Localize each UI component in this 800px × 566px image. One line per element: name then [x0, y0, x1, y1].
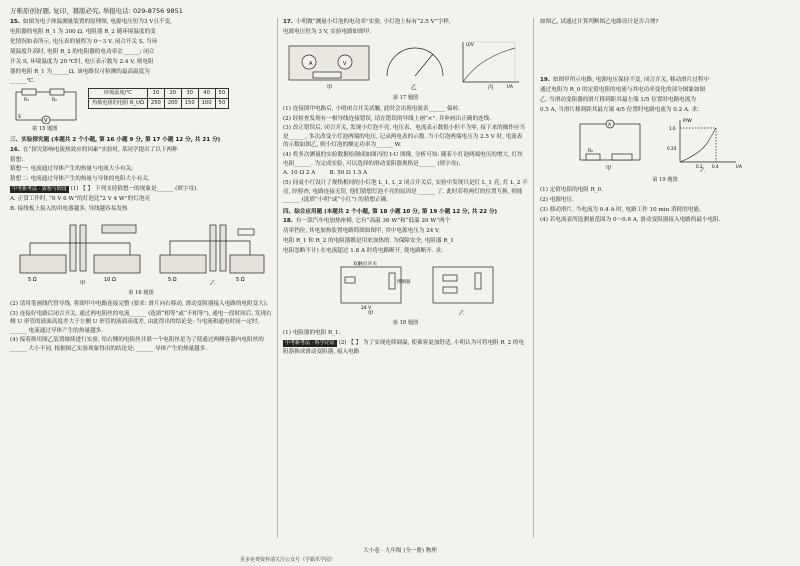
- svg-text:S: S: [18, 114, 21, 120]
- section-heading: 四、综合应用题 (本题共 2 个小题, 第 18 小题 10 分, 第 19 小题 12 分, 共 22 分): [283, 208, 498, 215]
- figure-label: 乙: [210, 281, 216, 285]
- column-right: [540, 18, 790, 226]
- question-17-2: (2) 经检查发现有一根导线连接错误, 请在错误的导线上画“×”, 并补画出正确的连线.: [283, 115, 491, 122]
- question-18-1: (1) 电阻器的电阻 R_1.: [283, 330, 341, 337]
- question-19-1: (1) 定值电阻的电阻 R_0.: [540, 187, 603, 194]
- figure-label: 甲: [80, 281, 86, 285]
- column-divider: [277, 18, 278, 538]
- question-18-2: 中考新考法 · 科学论证 (2) 【 】 为了实现连续调温, 使乘客更加舒适, 小明认为可将电阻 R_2 的电阻器换成滑动变阻器, 接入电路: [283, 340, 525, 355]
- svg-text:0.4: 0.4: [712, 163, 719, 169]
- svg-text:R₂: R₂: [52, 97, 57, 103]
- question-19-3: (3) 移动滑片, 当电流为 0.4 A 时, 电路工作 10 min 消耗的电能.: [540, 207, 701, 214]
- exam-tag: 中考新考法 · 科学论证: [285, 340, 335, 347]
- experiment-figure-16: [10, 215, 270, 285]
- question-16-2: (2) 请用笔画线代替导线, 将图甲中电路连接完整 (要求: 滑片向右移动, 滑动变阻器接入电路的电阻变大).: [10, 300, 268, 307]
- section-heading: 三、实验探究题 (本题共 2 个小题, 第 16 小题 9 分, 第 17 小题 12 分, 共 21 分): [10, 137, 221, 144]
- svg-text:I/A: I/A: [507, 84, 513, 90]
- svg-text:24 V: 24 V: [361, 305, 372, 311]
- svg-text:V: V: [44, 117, 48, 124]
- question-18: 18. 有一款汽车电加热座椅, 它有“高温 36 W”和“低温 20 W”两个 功率挡位, 其电加热装置电路简图如图甲, 其中电源电压为 24 V, 电阻 R_1 和 R_2 的电阻器都是用来加热的. 为保障安全, 电阻器 R_1 电阻忽略不计) 在电流超过 1.8 A 时将电路断开, 使电路断开. 求:: [283, 218, 454, 254]
- svg-text:R₀: R₀: [588, 148, 593, 154]
- circuit-diagram-15: [10, 88, 82, 124]
- question-17-options: A. 10 Ω 2 A B. 50 Ω 1.5 A: [283, 170, 368, 177]
- svg-text:5 Ω: 5 Ω: [28, 277, 37, 283]
- question-17-4: (4) 将多次测量的实验数据绘制成如图丙的 I-U 图像, 分析可知: 随着小灯泡两端电压的增大, 灯丝电阻______. 为完成实验, 可以选择的滑动变阻器规格是______ (填字母).: [283, 152, 523, 167]
- page-footer-note: 更多免费资料请关注公众号《学霸乐学园》: [240, 557, 336, 563]
- figure-caption: 第 17 题图: [392, 95, 419, 102]
- question-17-1: (1) 连接图甲电路后, 小明闭合开关试触, 此时会出现电流表______ 偏转.: [283, 105, 460, 112]
- svg-text:10 Ω: 10 Ω: [104, 277, 116, 283]
- svg-text:U/V: U/V: [466, 42, 474, 48]
- figure-caption: 第 15 题图: [32, 125, 58, 132]
- svg-text:5 Ω: 5 Ω: [168, 277, 177, 283]
- svg-text:A: A: [309, 60, 313, 67]
- question-15: 15. 如图为电子体温测量装置的原理图, 电源电压恒为3 V且不变, 电阻器的电阻 R_1 为 300 Ω, 电阻器 R_2 随环境温度的变 化情况如表所示, 电压表的量程为 0～3 V. 闭合开关 S, 当环 境温度升高时, 电阻 R_2 的电阻器的电功率会______; 闭合 开关 S, 环境温度为 20 ℃时, 电压表示数为 2.4 V, 则电阻 器的电阻 R_1 为______Ω, 该电路仅可检测的最高温度为 ______℃.: [10, 19, 172, 85]
- figure-label: 乙: [700, 167, 706, 172]
- svg-text:I/A: I/A: [736, 164, 742, 170]
- question-18-2-continued: 如图乙, 试通过计算判断图乙电路设计是否合理?: [540, 19, 659, 25]
- column-left: [10, 18, 272, 355]
- question-17: 17. 小明做“测量小灯泡的电功率”实验, 小灯泡上标有“2.5 V”字样, 电源电压恒为 3 V, 实验电路如图甲.: [283, 19, 451, 35]
- svg-text:0.24: 0.24: [667, 145, 677, 151]
- circuit-figure-19: [540, 116, 790, 172]
- figure-caption: 第 16 题图: [128, 290, 154, 297]
- figure-caption: 第 18 题图: [392, 320, 419, 327]
- question-number: 15.: [10, 19, 20, 25]
- question-19-2: (2) 电源电压.: [540, 197, 574, 204]
- column-middle: [283, 18, 528, 358]
- svg-text:V: V: [343, 60, 347, 67]
- question-16: 16. 在“探究影响电流热效应的因素”实验时, 某同学提出了以下两种 猜想: 猜想一: 电流通过导体产生的热量与电流大小有关; 猜想二: 电流通过导体产生的热量与导体的电阻大小有关. 中考新考法 · 猜想与假设 (1) 【 】 下列支持猜想一的现象是______ (填字母). A. 正常工作时, “6 V 6 W”的灯泡比“2 V 4 W”的灯泡亮 B. 接线板上接入的用电器越多, 导线越容易发热: [10, 146, 199, 213]
- temperature-table: 环境温度/℃ 10 20 30 40 50 热敏电阻的电阻 R_t/Ω 250 200 150 100 50: [88, 88, 229, 109]
- svg-text:双触点开关: 双触点开关: [353, 261, 377, 267]
- svg-text:0.2: 0.2: [696, 163, 703, 169]
- column-divider: [533, 18, 534, 538]
- figure-label: 丙: [488, 84, 494, 90]
- exam-tag: 中考新考法 · 猜想与假设: [12, 186, 67, 193]
- figure-caption: 第 19 题图: [652, 176, 678, 183]
- circuit-diagram-18: [283, 257, 528, 315]
- question-17-3: (3) 改正错误后, 闭合开关, 发现小灯泡不亮, 电压表、电流表示数很小但不为零, 接下来的操作应当是______, 多次改变小灯泡两端的电压, 记录两电表的示数. 当小灯泡两端电压为 2.5 V 时, 电流表的示数如图乙, 则小灯泡的额定功率为______ W.: [283, 125, 526, 149]
- experiment-figure-17: [283, 38, 528, 90]
- svg-text:5 Ω: 5 Ω: [236, 277, 245, 283]
- question-19: 19. 如图甲所示电路, 电源电压保持不变, 闭合开关, 移动滑片过程中 通过电阻为 R_0 的定值电阻的电流与其电功率变化的部分图象如图 乙. 当滑动变阻器的滑片移到距其最左端 1/5 位置时电路电流为 0.5 A, 当滑片移到距其最左端 4/5 位置时电路电流为 0.2 A. 求:: [540, 76, 710, 113]
- figure-label: 甲: [327, 84, 333, 90]
- figure-label: 乙: [411, 84, 417, 90]
- question-16-4: (4) 接着换用图乙装置继续进行实验, 给右侧的电阻丝并联一个电阻丝是为了使通过两侧容器内电阻丝的______ 大小不同, 根据图乙实验现象得出的结论是: ______ 导体产生的热量越多.: [10, 337, 264, 352]
- svg-text:P/W: P/W: [683, 118, 692, 124]
- question-17-5: (5) 同桌小红设计了规格相同的小灯泡 L_1, L_2 闭合开关后, 实验中发现只是灯 L_1 亮, 灯 L_2 不亮, 经检查, 电路连接无误, 他们猜想灯泡不亮的原因是 ______ 了. 此时若将两灯的位置互换, 则能______ (选填“小明”或“小红”) 的猜想正确.: [283, 180, 528, 204]
- page-header: 万唯原创好题, 复印、篡版必究, 举报电话: 029-8756 9851: [10, 7, 183, 15]
- svg-text:A: A: [608, 122, 612, 128]
- svg-text:R₁: R₁: [24, 97, 29, 103]
- question-19-4: (4) 若电流表所选测量范围为 0～0.6 A, 滑动变阻器接入电路的最小电阻.: [540, 217, 721, 224]
- figure-label: 甲: [606, 165, 612, 172]
- figure-label: 甲: [368, 310, 374, 315]
- question-16-3: (3) 连接好电路后闭合开关, 通过两电阻丝的电流______ (选填“相等”或“不相等”), 通电一段时间后, 发现右侧 U 形管的液面高度差大于左侧 U 形管的液面高度差, 由此得出的结论是: 当电流和通电时间一定时, ______ 电流通过导体产生的热量越多.: [10, 310, 272, 334]
- page-footer: 大小卷 · 九年级 (全一册) 物理: [363, 548, 437, 554]
- figure-label: 乙: [459, 310, 465, 315]
- svg-text:熔断器: 熔断器: [397, 279, 411, 285]
- svg-text:1.6: 1.6: [669, 125, 676, 131]
